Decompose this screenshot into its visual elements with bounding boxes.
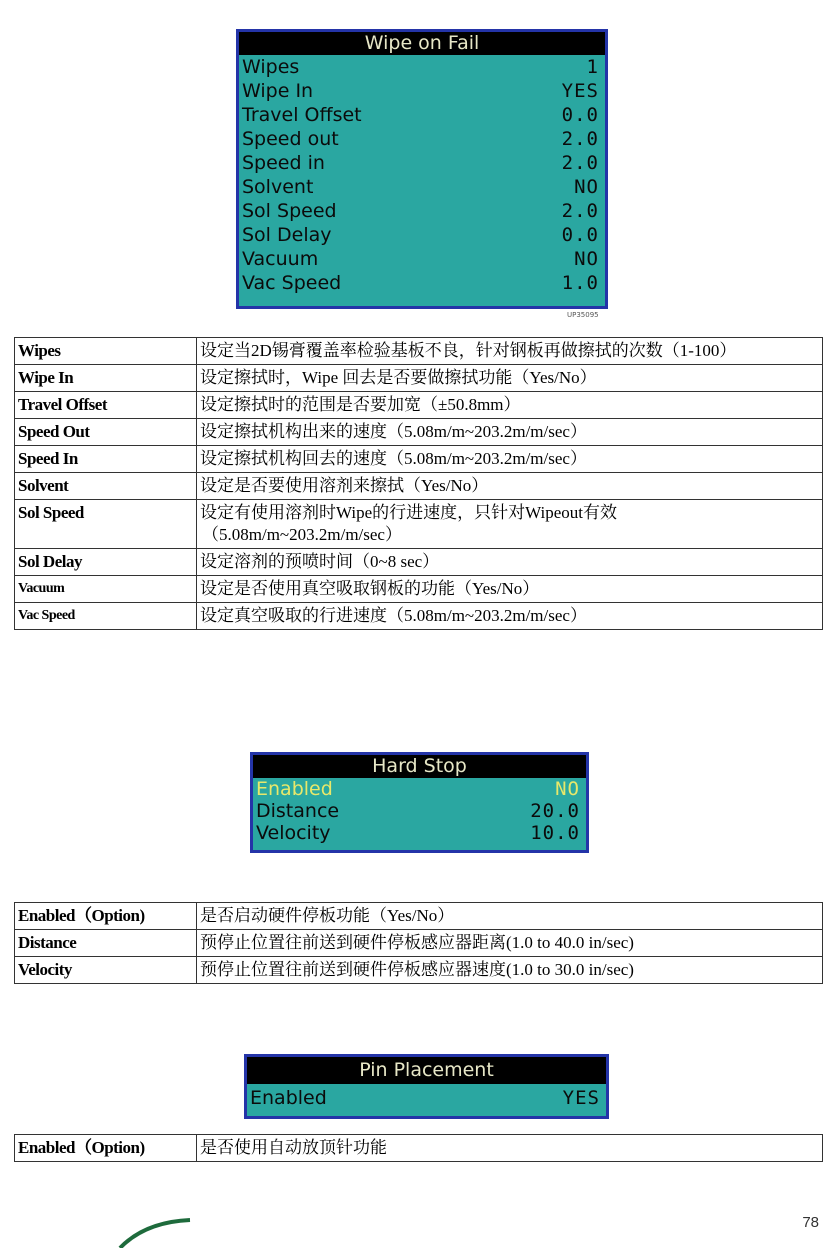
row-label: Enabled xyxy=(250,1087,327,1109)
row-label: Speed in xyxy=(242,152,325,174)
panel-row xyxy=(239,175,605,199)
row-value: YES xyxy=(561,80,599,102)
setting-name: Wipe In xyxy=(15,365,197,392)
setting-name: Vac Speed xyxy=(15,603,197,630)
panel-row xyxy=(239,199,605,223)
row-value: 2.0 xyxy=(561,200,599,222)
panel-row xyxy=(239,151,605,175)
row-value: YES xyxy=(562,1087,600,1109)
setting-name: Velocity xyxy=(15,957,197,984)
table-row xyxy=(15,365,823,392)
row-label: Wipes xyxy=(242,56,300,78)
setting-desc: 设定真空吸取的行进速度（5.08m/m~203.2m/m/sec） xyxy=(197,603,823,630)
setting-name: Enabled（Option) xyxy=(15,903,197,930)
row-label: Enabled xyxy=(256,778,333,800)
panel-row xyxy=(239,103,605,127)
row-label: Travel Offset xyxy=(242,104,362,126)
setting-desc: 预停止位置往前送到硬件停板感应器距离(1.0 to 40.0 in/sec) xyxy=(197,930,823,957)
setting-desc: 是否启动硬件停板功能（Yes/No） xyxy=(197,903,823,930)
table-row xyxy=(15,392,823,419)
setting-name: Vacuum xyxy=(15,576,197,603)
table-row xyxy=(15,1135,823,1162)
setting-desc: 设定是否要使用溶剂来擦拭（Yes/No） xyxy=(197,473,823,500)
panel-row xyxy=(253,822,586,844)
table-row xyxy=(15,903,823,930)
row-value: 20.0 xyxy=(530,800,580,822)
table-row xyxy=(15,549,823,576)
pin-placement-settings-table xyxy=(14,1134,823,1162)
setting-name: Enabled（Option) xyxy=(15,1135,197,1162)
row-label: Wipe In xyxy=(242,80,314,102)
row-label: Vacuum xyxy=(242,248,319,270)
panel-row xyxy=(239,55,605,79)
page-number: 78 xyxy=(802,1214,819,1231)
panel-row xyxy=(247,1084,606,1113)
row-value: NO xyxy=(574,248,599,270)
row-value: 1.0 xyxy=(561,272,599,294)
setting-name: Speed Out xyxy=(15,419,197,446)
row-label: Vac Speed xyxy=(242,272,342,294)
panel-title: Pin Placement xyxy=(247,1057,606,1084)
row-value: 0.0 xyxy=(561,104,599,126)
row-value: 1 xyxy=(586,56,599,78)
table-row xyxy=(15,446,823,473)
setting-desc: 设定有使用溶剂时Wipe的行进速度，只针对Wipeout有效 xyxy=(200,503,617,522)
panel-title: Wipe on Fail xyxy=(239,32,605,55)
setting-desc: 设定当2D锡膏覆盖率检验基板不良，针对钢板再做擦拭的次数（1-100） xyxy=(197,338,823,365)
table-row xyxy=(15,419,823,446)
setting-name: Speed In xyxy=(15,446,197,473)
wipe-settings-table xyxy=(14,337,823,630)
row-value: 2.0 xyxy=(561,128,599,150)
panel-row xyxy=(239,223,605,247)
setting-desc: 设定是否使用真空吸取钢板的功能（Yes/No） xyxy=(197,576,823,603)
setting-desc: 设定擦拭机构回去的速度（5.08m/m~203.2m/m/sec） xyxy=(197,446,823,473)
setting-desc: 设定擦拭时的范围是否要加宽（±50.8mm） xyxy=(197,392,823,419)
setting-desc: 是否使用自动放顶针功能 xyxy=(197,1135,823,1162)
row-label: Sol Delay xyxy=(242,224,332,246)
table-row xyxy=(15,500,823,549)
setting-desc: 预停止位置往前送到硬件停板感应器速度(1.0 to 30.0 in/sec) xyxy=(197,957,823,984)
table-row xyxy=(15,576,823,603)
hard-stop-settings-table xyxy=(14,902,823,984)
table-row xyxy=(15,338,823,365)
panel-row xyxy=(239,271,605,295)
pin-placement-panel xyxy=(244,1054,609,1119)
row-label: Velocity xyxy=(256,822,331,844)
panel-row-selected xyxy=(253,778,586,800)
setting-desc: 设定溶剂的预喷时间（0~8 sec） xyxy=(197,549,823,576)
table-row xyxy=(15,957,823,984)
table-row xyxy=(15,603,823,630)
setting-name: Travel Offset xyxy=(15,392,197,419)
panel-row xyxy=(253,800,586,822)
setting-desc: 设定擦拭时，Wipe 回去是否要做擦拭功能（Yes/No） xyxy=(197,365,823,392)
setting-name: Distance xyxy=(15,930,197,957)
setting-desc-cell xyxy=(197,500,823,549)
panel-row xyxy=(239,79,605,103)
row-label: Distance xyxy=(256,800,340,822)
panel-row xyxy=(239,247,605,271)
panel-row xyxy=(239,127,605,151)
setting-desc: 设定擦拭机构出来的速度（5.08m/m~203.2m/m/sec） xyxy=(197,419,823,446)
setting-name: Solvent xyxy=(15,473,197,500)
row-value: 2.0 xyxy=(561,152,599,174)
row-value: NO xyxy=(574,176,599,198)
setting-desc-range: （5.08m/m~203.2m/m/sec） xyxy=(202,525,402,544)
table-row xyxy=(15,473,823,500)
setting-name: Sol Speed xyxy=(15,500,197,549)
image-code: UP35095 xyxy=(567,311,599,319)
wipe-on-fail-panel xyxy=(236,29,608,309)
row-value: NO xyxy=(555,778,580,800)
setting-name: Wipes xyxy=(15,338,197,365)
row-label: Speed out xyxy=(242,128,339,150)
table-row xyxy=(15,930,823,957)
setting-name: Sol Delay xyxy=(15,549,197,576)
logo-arc-icon xyxy=(115,1218,195,1248)
hard-stop-panel xyxy=(250,752,589,853)
row-value: 10.0 xyxy=(530,822,580,844)
row-label: Sol Speed xyxy=(242,200,337,222)
row-value: 0.0 xyxy=(561,224,599,246)
row-label: Solvent xyxy=(242,176,314,198)
panel-title: Hard Stop xyxy=(253,755,586,778)
